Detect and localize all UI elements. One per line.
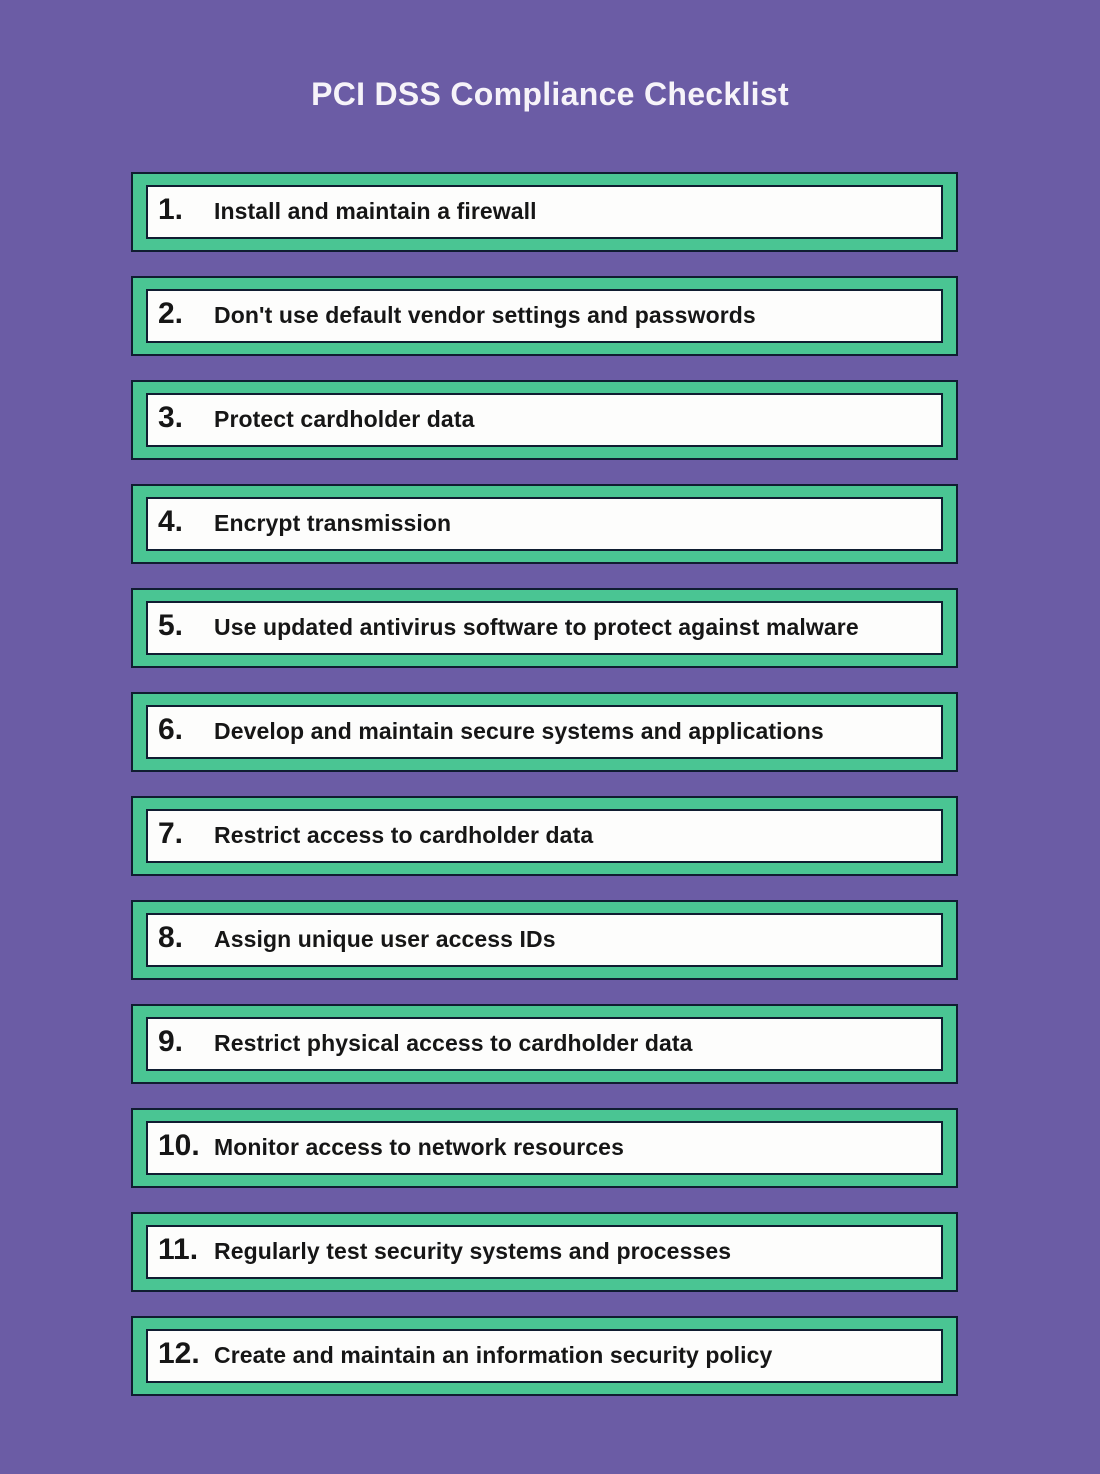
checklist-item	[131, 900, 958, 980]
checklist-item-card	[146, 185, 943, 239]
item-label: Monitor access to network resources	[214, 1134, 624, 1160]
checklist-item	[131, 276, 958, 356]
item-number: 2.	[158, 297, 184, 330]
checklist-item-card	[146, 705, 943, 759]
checklist-item-card	[146, 393, 943, 447]
checklist-item-card	[146, 1017, 943, 1071]
item-label: Develop and maintain secure systems and applications	[214, 718, 824, 744]
checklist-item	[131, 1316, 958, 1396]
checklist-item-card	[146, 1329, 943, 1383]
item-label: Restrict access to cardholder data	[214, 822, 594, 848]
item-number: 12.	[158, 1337, 200, 1370]
checklist-item-card	[146, 289, 943, 343]
checklist-item-card	[146, 809, 943, 863]
checklist-item	[131, 484, 958, 564]
item-label: Use updated antivirus software to protect against malware	[214, 614, 859, 640]
item-number: 7.	[158, 817, 184, 850]
checklist-item-card	[146, 913, 943, 967]
checklist-item-card	[146, 601, 943, 655]
checklist-item	[131, 692, 958, 772]
item-label: Restrict physical access to cardholder data	[214, 1030, 693, 1056]
checklist-item-card	[146, 497, 943, 551]
checklist-item-card	[146, 1225, 943, 1279]
checklist-item	[131, 172, 958, 252]
item-label: Protect cardholder data	[214, 406, 475, 432]
item-number: 1.	[158, 193, 184, 226]
item-number: 5.	[158, 609, 184, 642]
item-label: Create and maintain an information security policy	[214, 1342, 773, 1368]
checklist	[131, 172, 958, 1420]
checklist-item	[131, 796, 958, 876]
item-label: Encrypt transmission	[214, 510, 452, 536]
item-label: Regularly test security systems and processes	[214, 1238, 732, 1264]
checklist-item	[131, 380, 958, 460]
checklist-item	[131, 1004, 958, 1084]
item-label: Assign unique user access IDs	[214, 926, 556, 952]
item-number: 4.	[158, 505, 184, 538]
item-number: 9.	[158, 1025, 184, 1058]
page-title: PCI DSS Compliance Checklist	[311, 76, 789, 112]
item-label: Don't use default vendor settings and passwords	[214, 302, 756, 328]
checklist-item	[131, 588, 958, 668]
checklist-item	[131, 1108, 958, 1188]
item-number: 6.	[158, 713, 184, 746]
checklist-item-card	[146, 1121, 943, 1175]
item-number: 8.	[158, 921, 184, 954]
checklist-item	[131, 1212, 958, 1292]
item-number: 10.	[158, 1129, 200, 1162]
item-number: 3.	[158, 401, 184, 434]
item-number: 11.	[158, 1233, 199, 1266]
item-label: Install and maintain a firewall	[214, 198, 537, 224]
